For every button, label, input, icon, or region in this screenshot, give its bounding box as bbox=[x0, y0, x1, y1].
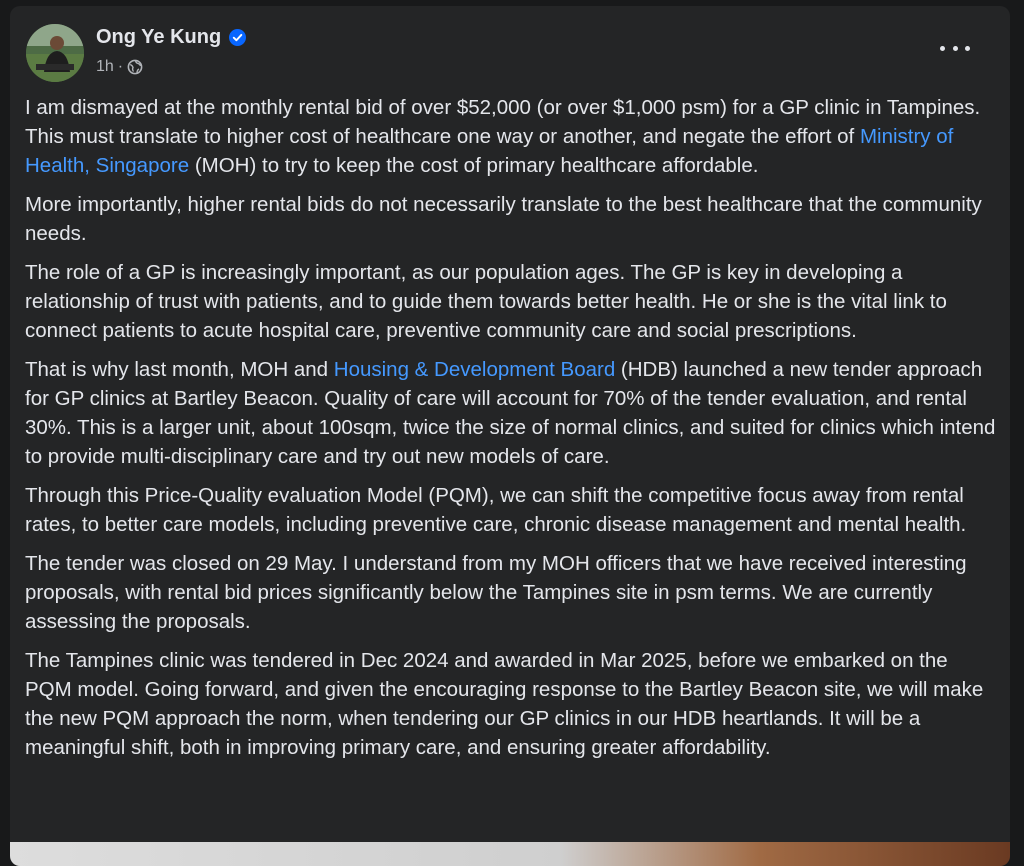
post-paragraph: The tender was closed on 29 May. I understand from my MOH officers that we have received interesting proposals, with rental bid prices significantly below the Tampines site in psm terms. We are currently assessing the proposals. bbox=[25, 552, 967, 633]
meta-separator: · bbox=[117, 58, 124, 75]
more-options-icon[interactable] bbox=[940, 38, 970, 58]
post-paragraph: More importantly, higher rental bids do not necessarily translate to the best healthcare that the community needs. bbox=[25, 192, 982, 245]
globe-icon[interactable] bbox=[127, 59, 143, 75]
more-dot bbox=[953, 46, 958, 51]
more-dot bbox=[965, 46, 970, 51]
more-dot bbox=[940, 46, 945, 51]
post-card bbox=[10, 6, 1010, 866]
post-body bbox=[25, 94, 1000, 773]
post-paragraph bbox=[25, 356, 1000, 471]
paragraph-text: I am dismayed at the monthly rental bid of over $52,000 (or over $1,000 psm) for a GP clinic in Tampines. This must translate to higher cost of healthcare one way or another, and negate the effort of bbox=[25, 96, 981, 148]
post-paragraph bbox=[25, 94, 1000, 180]
verified-badge-icon bbox=[229, 29, 246, 46]
link-ministry-of-health[interactable]: Ministry of Health, Singapore bbox=[25, 124, 954, 177]
post-meta bbox=[96, 58, 143, 76]
post-paragraph: The role of a GP is increasingly important, as our population ages. The GP is key in developing a relationship of trust with patients, and to guide them towards better health. He or she is the vital link to connect patients to acute hospital care, preventive community care and social prescriptions. bbox=[25, 261, 947, 342]
paragraph-text: (HDB) launched a new tender approach for GP clinics at Bartley Beacon. Quality of care will account for 70% of the tender evaluation, and rental 30%. This is a larger unit, about 100sqm, twice the size of normal clinics, and suited for clinics which intend to provide multi-disciplinary care and try out new models of care. bbox=[25, 358, 996, 468]
post-paragraph: Through this Price-Quality evaluation Model (PQM), we can shift the competitive focus away from rental rates, to better care models, including preventive care, chronic disease management and mental health. bbox=[25, 483, 967, 536]
author-avatar[interactable] bbox=[26, 24, 84, 82]
post-paragraph: The Tampines clinic was tendered in Dec 2024 and awarded in Mar 2025, before we embarked on the PQM model. Going forward, and given the encouraging response to the Bartley Beacon site, we will make the new PQM approach the norm, when tendering our GP clinics in our HDB heartlands. It will be a meaningful shift, both in improving primary care, and ensuring greater affordability. bbox=[25, 649, 984, 759]
post-image-preview[interactable] bbox=[10, 842, 1010, 866]
author-name[interactable] bbox=[96, 26, 246, 49]
post-header bbox=[26, 24, 994, 84]
paragraph-text: (MOH) to try to keep the cost of primary healthcare affordable. bbox=[189, 153, 759, 177]
author-name-text[interactable]: Ong Ye Kung bbox=[96, 26, 222, 48]
post-timestamp[interactable]: 1h bbox=[96, 58, 114, 75]
paragraph-text: That is why last month, MOH and bbox=[25, 358, 334, 382]
link-housing-development-board[interactable]: Housing & Development Board bbox=[333, 358, 616, 382]
